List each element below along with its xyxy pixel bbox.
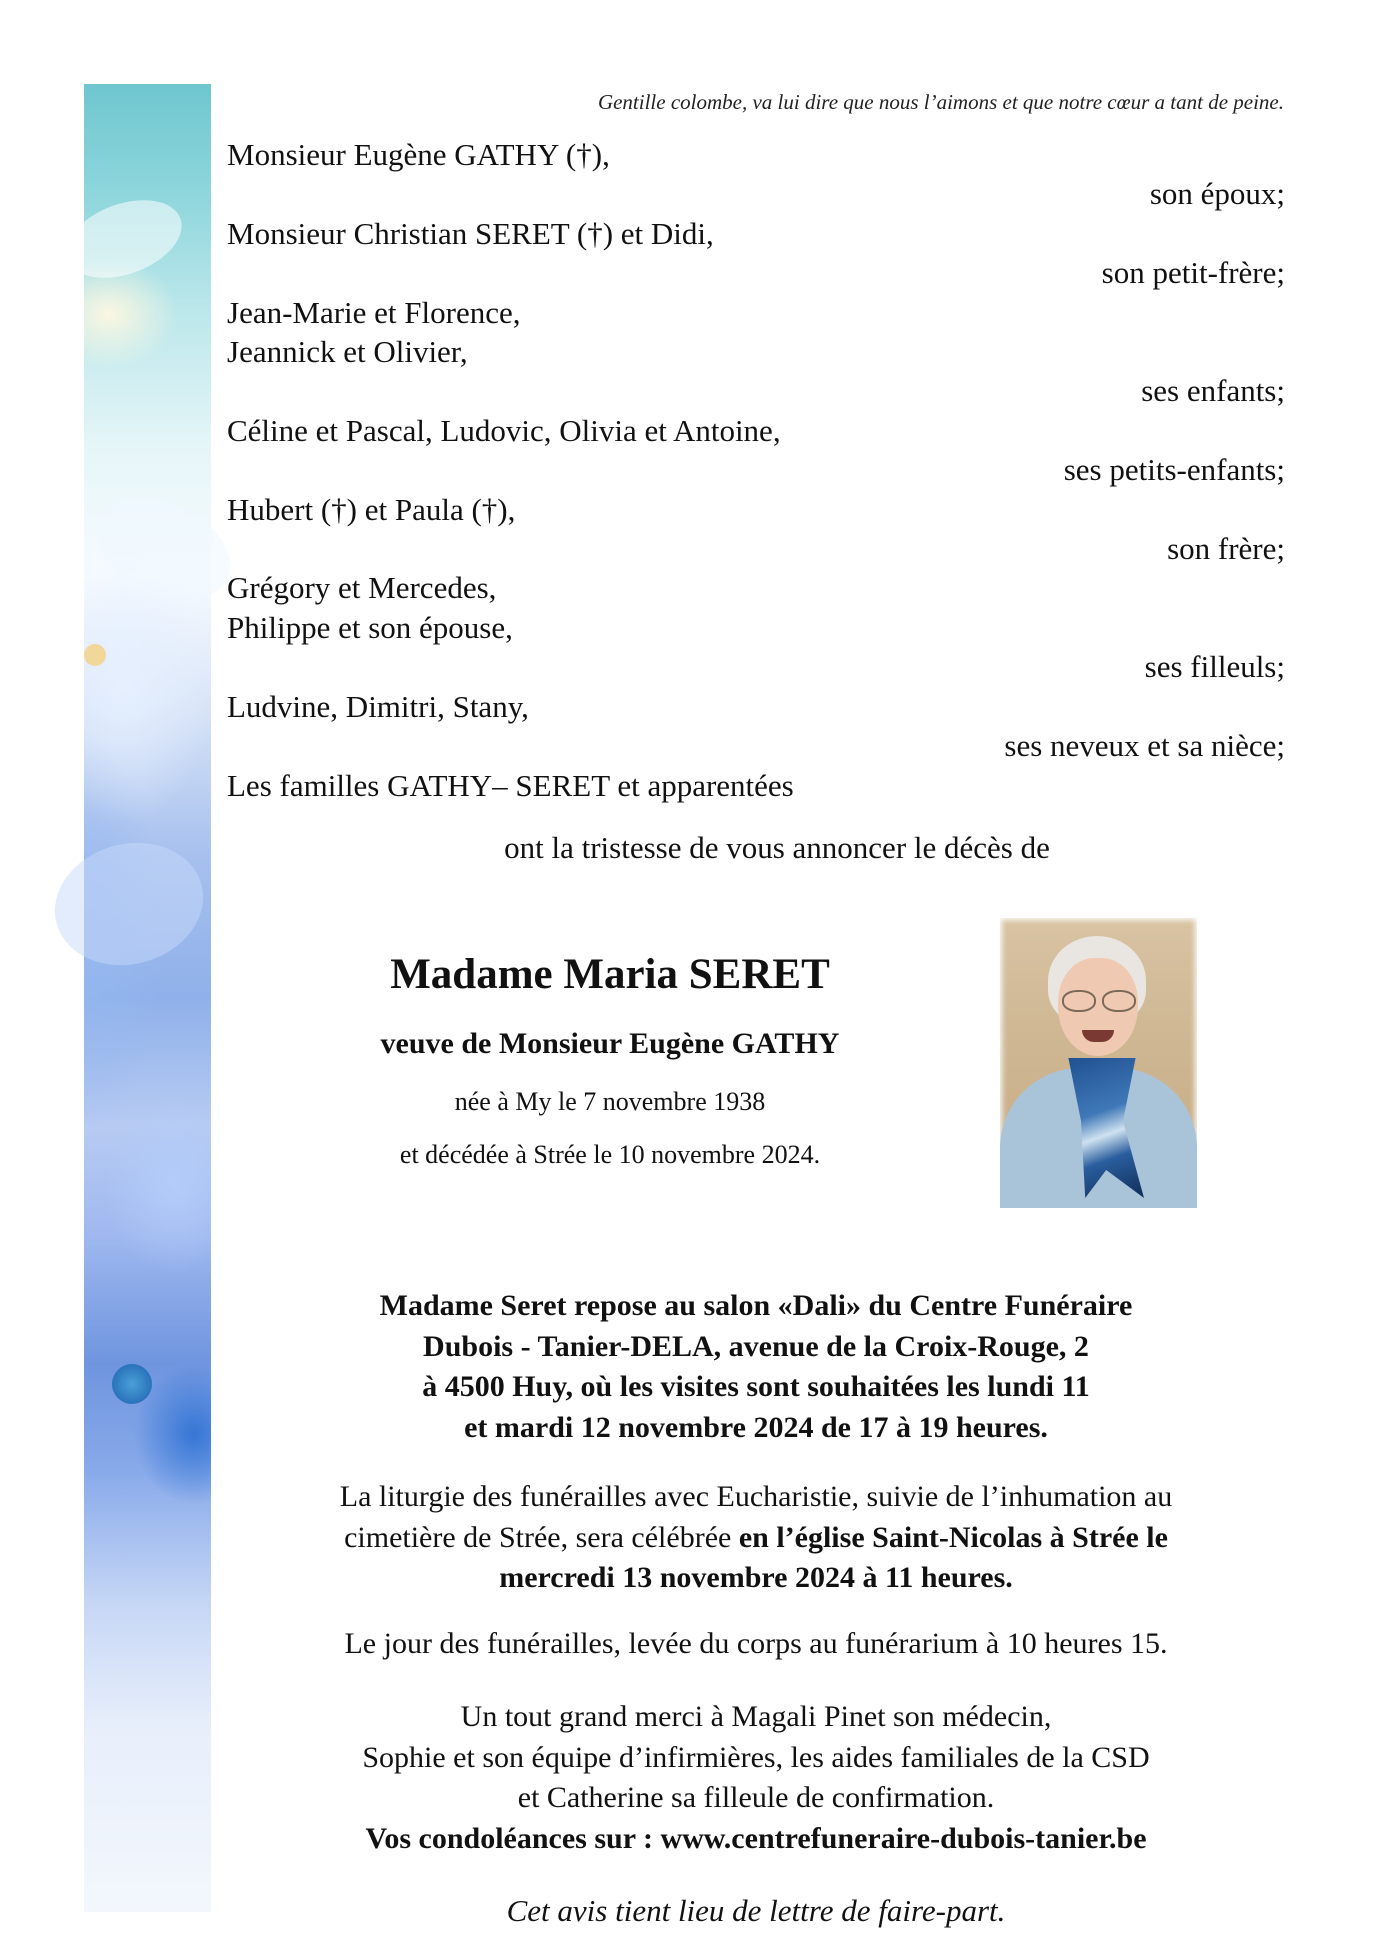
epigraph: Gentille colombe, va lui dire que nous l’aimons et que notre cœur a tant de peine. bbox=[597, 90, 1284, 114]
thanks-line: Un tout grand merci à Magali Pinet son médecin, bbox=[460, 1700, 1052, 1733]
deceased-widow-of: veuve de Monsieur Eugène GATHY bbox=[380, 1027, 840, 1060]
flower-petal bbox=[82, 479, 247, 620]
family-relation: son époux; bbox=[1149, 176, 1285, 212]
family-relation: ses filleuls; bbox=[1144, 649, 1285, 685]
thanks-info bbox=[227, 1697, 1285, 1859]
closing-note: Cet avis tient lieu de lettre de faire-part. bbox=[506, 1893, 1006, 1928]
levee-info bbox=[227, 1624, 1285, 1665]
liturgy-line bbox=[227, 1518, 1285, 1559]
family-names: Monsieur Eugène GATHY (†), bbox=[227, 137, 610, 172]
visits-info bbox=[227, 1286, 1285, 1448]
family-names: Céline et Pascal, Ludovic, Olivia et Antoine, bbox=[227, 412, 781, 448]
flower-petal bbox=[41, 827, 217, 982]
announcement-text: ont la tristesse de vous annoncer le décès de bbox=[504, 830, 1050, 865]
visits-line: Madame Seret repose au salon «Dali» du Centre Funéraire bbox=[379, 1289, 1133, 1322]
family-group bbox=[227, 135, 1285, 214]
deceased-death: et décédée à Strée le 10 novembre 2024. bbox=[399, 1140, 821, 1169]
flower-stamen bbox=[112, 1364, 152, 1404]
thanks-line: et Catherine sa filleule de confirmation. bbox=[517, 1781, 995, 1814]
portrait-glasses bbox=[1060, 990, 1138, 1010]
liturgy-line: La liturgie des funérailles avec Eucharistie, suivie de l’inhumation au bbox=[339, 1480, 1173, 1513]
family-relation: ses petits-enfants; bbox=[1063, 452, 1285, 488]
family-group bbox=[227, 687, 1285, 766]
liturgy-info bbox=[227, 1477, 1285, 1599]
announcement bbox=[227, 828, 1285, 868]
family-group bbox=[227, 568, 1285, 686]
condolences-link[interactable]: Vos condoléances sur : www.centrefuneraire-dubois-tanier.be bbox=[365, 1821, 1147, 1855]
family-names: Philippe et son épouse, bbox=[227, 609, 513, 645]
liturgy-church: en l’église Saint-Nicolas à Strée le bbox=[738, 1520, 1168, 1554]
family-names: Hubert (†) et Paula (†), bbox=[227, 491, 516, 527]
decorative-flower-strip bbox=[84, 84, 211, 1912]
liturgy-date: mercredi 13 novembre 2024 à 11 heures. bbox=[499, 1561, 1013, 1594]
deceased-birth: née à My le 7 novembre 1938 bbox=[454, 1087, 766, 1116]
flower-stamen bbox=[84, 644, 106, 666]
levee-line: Le jour des funérailles, levée du corps au funérarium à 10 heures 15. bbox=[344, 1627, 1168, 1660]
visits-line: et mardi 12 novembre 2024 de 17 à 19 heures. bbox=[464, 1410, 1048, 1444]
liturgy-regular: cimetière de Strée, sera célébrée bbox=[344, 1520, 739, 1554]
family-names: Grégory et Mercedes, bbox=[227, 570, 497, 606]
visits-line: Dubois - Tanier-DELA, avenue de la Croix-Rouge, 2 bbox=[423, 1329, 1089, 1363]
family-group bbox=[227, 293, 1285, 411]
thanks-line: Sophie et son équipe d’infirmières, les aides familiales de la CSD bbox=[362, 1740, 1150, 1774]
deceased-name: Madame Maria SERET bbox=[390, 951, 830, 998]
family-list bbox=[227, 135, 1285, 805]
family-group bbox=[227, 490, 1285, 569]
family-names: Monsieur Christian SERET (†) et Didi, bbox=[227, 215, 714, 251]
family-relation: son frère; bbox=[1167, 531, 1285, 567]
family-names: Ludvine, Dimitri, Stany, bbox=[227, 688, 529, 724]
flower-petal bbox=[56, 186, 193, 293]
family-relation: son petit-frère; bbox=[1101, 255, 1285, 291]
families-line: Les familles GATHY– SERET et apparentées bbox=[227, 767, 794, 803]
family-relation: ses neveux et sa nièce; bbox=[1004, 728, 1285, 764]
visits-line: à 4500 Huy, où les visites sont souhaitées les lundi 11 bbox=[422, 1370, 1090, 1403]
family-names: Jean-Marie et Florence, bbox=[227, 294, 521, 330]
family-names: Jeannick et Olivier, bbox=[227, 334, 468, 370]
deceased-portrait-photo bbox=[1000, 918, 1197, 1208]
family-group bbox=[227, 411, 1285, 490]
family-relation: ses enfants; bbox=[1141, 373, 1285, 409]
family-group bbox=[227, 214, 1285, 293]
